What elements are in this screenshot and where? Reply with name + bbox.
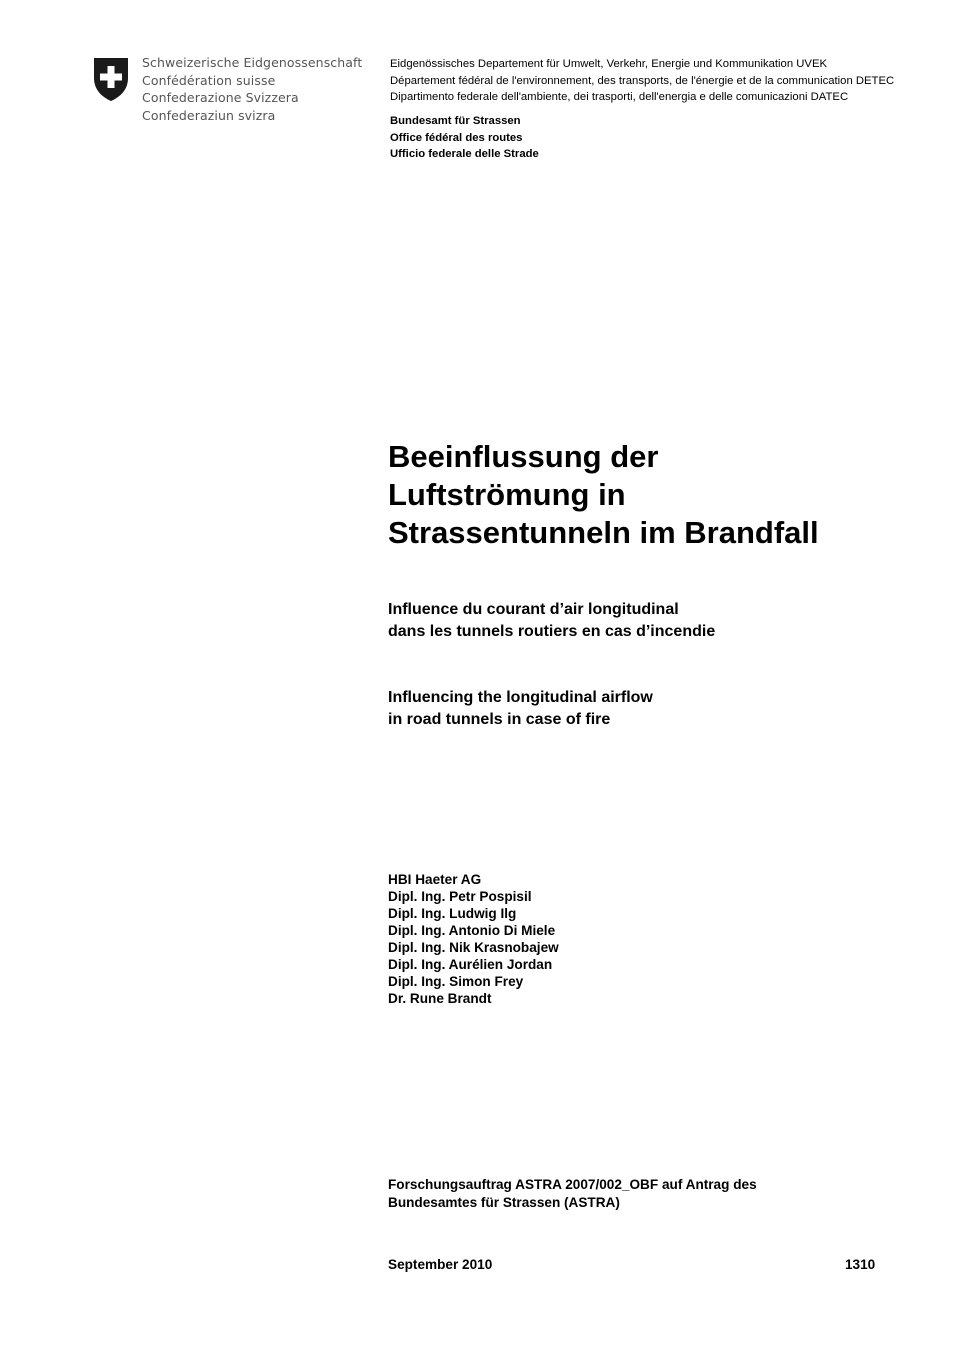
- department-line-it: Dipartimento federale dell'ambiente, dei trasporti, dell'energia e delle comunicazioni DATEC: [390, 91, 849, 104]
- logo-line-fr: Confédération suisse: [142, 72, 276, 88]
- research-mandate: [388, 1176, 757, 1211]
- mandate-line: Bundesamtes für Strassen (ASTRA): [388, 1194, 620, 1210]
- office-block: [390, 113, 539, 163]
- subtitle-english: [388, 687, 948, 730]
- author-item: Dipl. Ing. Nik Krasnobajew: [388, 940, 559, 955]
- logo-line-it: Confederazione Svizzera: [142, 90, 299, 106]
- publication-date: September 2010: [388, 1257, 493, 1272]
- logo-line-de: Schweizerische Eidgenossenschaft: [142, 55, 363, 70]
- office-line-fr: Office fédéral des routes: [390, 131, 523, 144]
- subtitle-fr-line: dans les tunnels routiers en cas d’incendie: [388, 622, 716, 640]
- subtitle-french: [388, 599, 948, 642]
- logo-text: [142, 54, 362, 124]
- department-block: [390, 56, 894, 106]
- swiss-shield-icon: [92, 56, 130, 102]
- subtitle-en-line: in road tunnels in case of fire: [388, 710, 611, 728]
- title-line: Beeinflussung der: [388, 439, 659, 474]
- logo-line-rm: Confederaziun svizra: [142, 107, 276, 123]
- subtitle-fr-line: Influence du courant d’air longitudinal: [388, 601, 679, 618]
- author-item: Dr. Rune Brandt: [388, 991, 492, 1006]
- title-line: Strassentunneln im Brandfall: [388, 515, 819, 550]
- author-item: Dipl. Ing. Ludwig Ilg: [388, 906, 517, 921]
- report-number: 1310: [845, 1257, 876, 1272]
- mandate-line: Forschungsauftrag ASTRA 2007/002_OBF auf Antrag des: [388, 1177, 757, 1192]
- author-item: Dipl. Ing. Petr Pospisil: [388, 889, 532, 904]
- author-organization: HBI Haeter AG: [388, 872, 482, 887]
- author-list: [388, 871, 559, 1007]
- department-line-de: Eidgenössisches Departement für Umwelt, Verkehr, Energie und Kommunikation UVEK: [390, 58, 828, 70]
- author-item: Dipl. Ing. Simon Frey: [388, 974, 524, 989]
- author-item: Dipl. Ing. Antonio Di Miele: [388, 923, 556, 938]
- office-line-it: Ufficio federale delle Strade: [390, 148, 539, 161]
- department-line-fr: Département fédéral de l'environnement, des transports, de l'énergie et de la communication DETEC: [390, 74, 895, 87]
- title-line: Luftströmung in: [388, 477, 626, 512]
- confederation-logo: [92, 54, 372, 134]
- office-line-de: Bundesamt für Strassen: [390, 115, 521, 127]
- author-item: Dipl. Ing. Aurélien Jordan: [388, 957, 553, 972]
- subtitle-en-line: Influencing the longitudinal airflow: [388, 689, 653, 706]
- document-title: [388, 438, 948, 552]
